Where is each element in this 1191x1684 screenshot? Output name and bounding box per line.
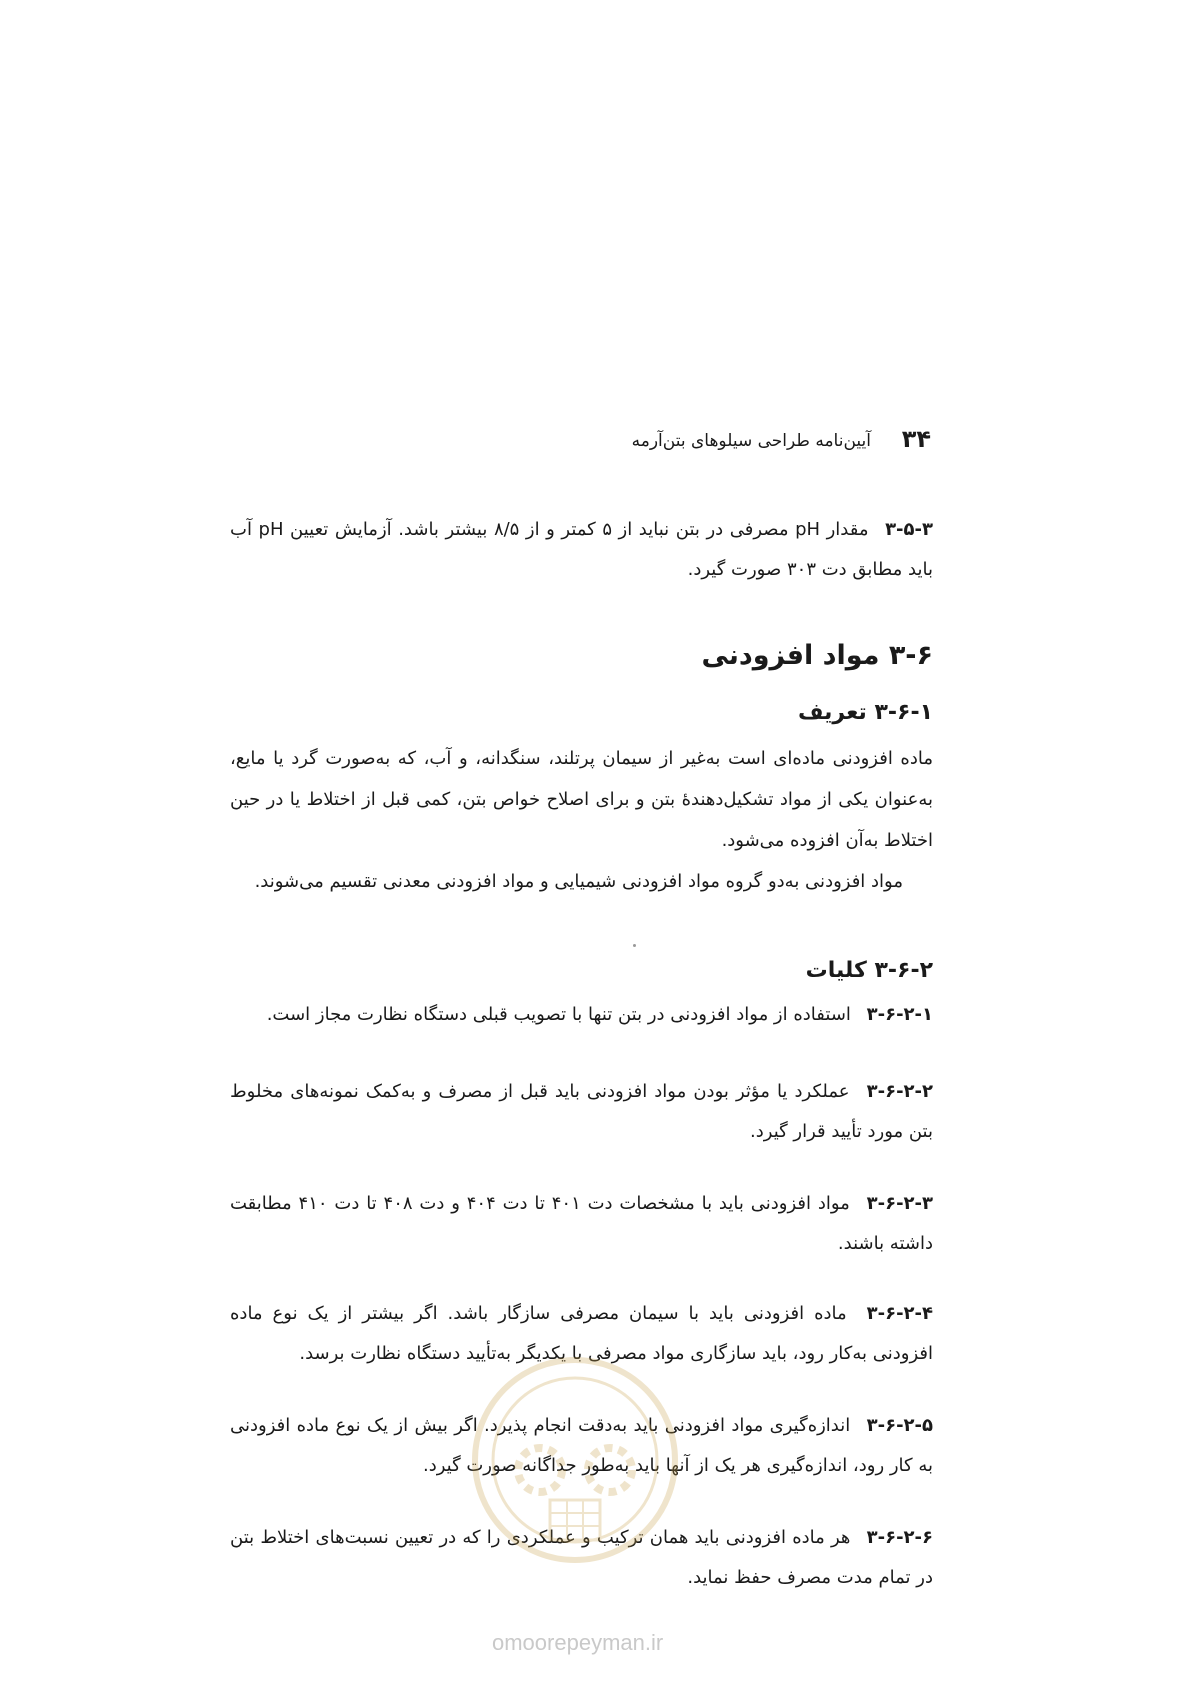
item-number: ۳-۶-۲-۱ (866, 1004, 933, 1025)
heading-3-6: ۳-۶ مواد افزودنی (701, 640, 933, 671)
item-3-6-2-2 (230, 1072, 933, 1152)
item-3-6-2-1 (230, 995, 933, 1035)
item-text: عملکرد یا مؤثر بودن مواد افزودنی باید قبل از مصرف و به‌کمک نمونه‌های مخلوط بتن مورد تأیید قرار گیرد. (230, 1081, 933, 1142)
item-number: ۳-۶-۲-۳ (866, 1193, 933, 1214)
section-number: ۳-۵-۳ (885, 519, 933, 540)
item-text: استفاده از مواد افزودنی در بتن تنها با تصویب قبلی دستگاه نظارت مجاز است. (266, 1004, 851, 1025)
heading-3-6-2: ۳-۶-۲ کلیات (805, 958, 933, 983)
item-text: هر ماده افزودنی باید همان ترکیب و عملکردی را که در تعیین نسبت‌های اختلاط بتن در تمام مدت مصرف حفظ نماید. (230, 1527, 933, 1588)
item-text: مواد افزودنی باید با مشخصات دت ۴۰۱ تا دت ۴۰۴ و دت ۴۰۸ تا دت ۴۱۰ مطابقت داشته باشند. (230, 1193, 933, 1254)
page-header (230, 425, 931, 461)
item-number: ۳-۶-۲-۶ (866, 1527, 933, 1548)
item-3-6-2-3 (230, 1184, 933, 1264)
watermark-seal-icon (470, 1350, 680, 1570)
item-number: ۳-۶-۲-۲ (866, 1081, 933, 1102)
item-number: ۳-۶-۲-۴ (866, 1303, 933, 1324)
definition-paragraph-2: مواد افزودنی به‌دو گروه مواد افزودنی شیمیایی و مواد افزودنی معدنی تقسیم می‌شوند. (254, 871, 903, 892)
stray-dot (633, 944, 636, 947)
item-number: ۳-۶-۲-۵ (866, 1415, 933, 1436)
heading-3-6-1: ۳-۶-۱ تعریف (797, 700, 933, 725)
item-text: اندازه‌گیری مواد افزودنی باید به‌دقت انجام پذیرد. اگر بیش از یک نوع ماده افزودنی به کار رود، اندازه‌گیری هر یک از آنها باید به‌طور جداگانه صورت گیرد. (230, 1415, 933, 1476)
section-text: مقدار pH مصرفی در بتن نباید از ۵ کمتر و از ۸/۵ بیشتر باشد. آزمایش تعیین pH آب باید مطابق دت ۳۰۳ صورت گیرد. (230, 519, 933, 580)
running-title: آیین‌نامه طراحی سیلوهای بتن‌آرمه (631, 431, 871, 451)
section-3-5-3 (230, 510, 933, 590)
item-text: ماده افزودنی باید با سیمان مصرفی سازگار باشد. اگر بیشتر از یک نوع ماده افزودنی به‌کار رود، باید سازگاری مواد مصرفی با یکدیگر به‌تأیید دستگاه نظارت برسد. (230, 1303, 933, 1364)
definition-paragraph: ماده افزودنی ماده‌ای است به‌غیر از سیمان پرتلند، سنگدانه، و آب، که به‌صورت گرد یا مایع، به‌عنوان یکی از مواد تشکیل‌دهندهٔ بتن و برای اصلاح خواص بتن، کمی قبل از اختلاط یا در حین اختلاط به‌آن افزوده می‌شود. (230, 748, 933, 851)
watermark-text: omoorepeyman.ir (492, 1630, 664, 1655)
page-number: ۳۴ (901, 425, 931, 453)
